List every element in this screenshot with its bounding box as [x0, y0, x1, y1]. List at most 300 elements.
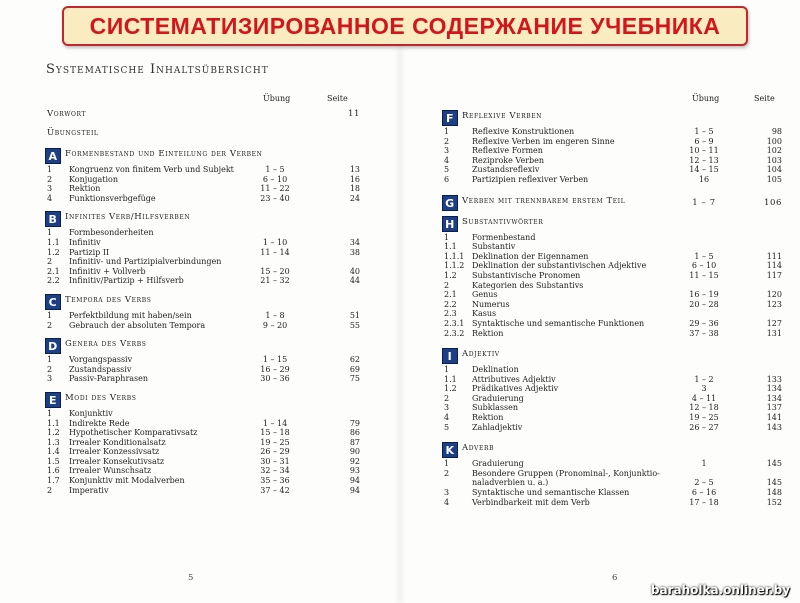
section-heading — [442, 216, 784, 231]
row-uebung: 15 – 20 — [260, 266, 290, 276]
row-number: 1.1 — [444, 374, 457, 384]
toc-row — [442, 478, 784, 488]
row-page: 87 — [349, 437, 360, 447]
row-label: Gebrauch der absoluten Tempora — [69, 320, 206, 330]
row-page: 134 — [766, 384, 782, 394]
row-label: Prädikatives Adjektiv — [472, 384, 559, 394]
row-label: Reflexive Formen — [472, 146, 543, 156]
row-label: Infinitiv- und Partizipialverbindungen — [69, 257, 222, 267]
row-number: 2 — [47, 364, 53, 374]
row-number: 1 — [47, 228, 53, 238]
row-page: 62 — [349, 355, 360, 365]
toc-row — [442, 261, 784, 271]
toc-row — [442, 300, 784, 310]
row-page: 38 — [349, 247, 360, 257]
toc-section — [45, 148, 363, 203]
row-label: Hypothetischer Komparativsatz — [69, 428, 198, 438]
toc-row — [442, 469, 784, 479]
section-letter-icon: H — [442, 216, 458, 232]
row-number: 1.1 — [47, 237, 60, 247]
row-page: 131 — [766, 328, 782, 338]
row-page: 123 — [766, 299, 782, 309]
section-title: Infinites Verb/Hilfsverben — [65, 212, 191, 223]
toc-row — [442, 309, 784, 319]
row-label: Irrealer Konditionalsatz — [69, 437, 166, 447]
toc-row — [45, 228, 363, 238]
row-uebung: 3 — [701, 384, 707, 394]
row-uebung: 4 – 11 — [691, 393, 717, 403]
row-label: Rektion — [472, 413, 504, 423]
row-label: Konjunktiv — [69, 408, 113, 418]
row-number: 2.3 — [444, 309, 457, 319]
title-banner — [62, 6, 748, 46]
row-page: 111 — [766, 251, 782, 261]
row-uebung: 20 – 28 — [689, 299, 719, 309]
row-label: Numerus — [472, 299, 510, 309]
row-number: 3 — [47, 374, 53, 384]
row-uebung: 11 – 15 — [689, 270, 719, 280]
toc-row — [45, 175, 363, 185]
row-label: Zustandspassiv — [69, 364, 132, 374]
section-letter-icon: C — [45, 294, 61, 310]
section-heading — [45, 129, 363, 140]
row-uebung: 14 – 15 — [689, 165, 719, 175]
row-page: 127 — [766, 318, 782, 328]
toc-row — [442, 233, 784, 243]
section-rows — [442, 365, 784, 432]
row-number: 1 — [47, 408, 53, 418]
row-label: Zustandsreflexiv — [472, 165, 540, 175]
row-uebung: 1 – 14 — [262, 418, 288, 428]
toc-row — [45, 438, 363, 448]
toc-row — [442, 403, 784, 413]
row-uebung: 35 – 36 — [260, 476, 290, 486]
row-label: Substantiv — [472, 242, 516, 252]
toc-row — [442, 156, 784, 166]
row-number: 1.4 — [47, 447, 60, 457]
toc-row — [442, 242, 784, 252]
toc-row — [442, 281, 784, 291]
row-page: 94 — [349, 476, 360, 486]
toc-row — [442, 146, 784, 156]
row-page: 100 — [766, 136, 782, 146]
toc-row — [442, 271, 784, 281]
row-page: 69 — [349, 364, 360, 374]
row-page: 117 — [766, 270, 782, 280]
section-title: Adjektiv — [462, 349, 500, 360]
row-number: 1.1 — [47, 418, 60, 428]
toc-row — [442, 137, 784, 147]
row-page: 40 — [349, 266, 360, 276]
row-uebung: 9 – 20 — [262, 320, 288, 330]
row-number: 6 — [444, 174, 450, 184]
row-uebung: 1 – 5 — [694, 127, 714, 136]
toc-row — [442, 459, 784, 469]
row-label: Syntaktische und semantische Klassen — [472, 488, 630, 498]
right-column — [442, 94, 784, 507]
toc-row — [45, 419, 363, 429]
row-label: Reflexive Verben im engeren Sinne — [472, 136, 615, 146]
row-page: 55 — [349, 320, 360, 330]
row-page: 114 — [766, 261, 782, 271]
row-uebung: 19 – 25 — [260, 437, 290, 447]
row-label: Infinitiv — [69, 237, 101, 247]
section-heading — [442, 110, 784, 125]
row-number: 1.1.2 — [444, 261, 465, 271]
column-header — [442, 94, 784, 106]
toc-row — [442, 252, 784, 262]
row-label: Besondere Gruppen (Pronominal-, Konjunktio- — [472, 468, 660, 478]
row-page: 34 — [349, 237, 360, 247]
toc-row — [442, 498, 784, 508]
col-seite-header: Seite — [327, 94, 348, 103]
row-label: Zahladjektiv — [472, 422, 523, 432]
row-page: 98 — [771, 127, 782, 136]
row-number: 2.3.2 — [444, 328, 465, 338]
section-rows — [45, 165, 363, 203]
row-label: Formbesonderheiten — [69, 228, 154, 238]
section-heading — [45, 211, 363, 227]
row-page: 104 — [766, 165, 782, 175]
toc-section — [442, 195, 784, 210]
toc-row — [45, 321, 363, 331]
row-page: 18 — [349, 184, 360, 194]
row-number: 3 — [444, 488, 450, 498]
row-page: 143 — [766, 422, 782, 432]
section-title: Modi des Verbs — [65, 392, 137, 403]
watermark: baraholka.onliner.by — [650, 583, 790, 597]
row-page: 134 — [766, 393, 782, 403]
section-heading — [442, 442, 784, 458]
row-label: Reflexive Konstruktionen — [472, 127, 575, 136]
col-uebung-header: Übung — [692, 94, 720, 103]
row-number: 5 — [444, 165, 450, 175]
page-number-right: 6 — [612, 573, 618, 583]
toc-row — [45, 476, 363, 486]
row-number: 2 — [444, 393, 450, 403]
row-page: 16 — [349, 174, 360, 184]
row-uebung: 6 – 10 — [691, 261, 717, 271]
row-label: Deklination der substantivischen Adjektive — [472, 261, 647, 271]
row-uebung: 6 – 10 — [262, 174, 288, 184]
section-letter-icon: G — [442, 195, 458, 211]
toc-row — [442, 290, 784, 300]
row-page: 137 — [766, 403, 782, 413]
section-letter-icon: I — [442, 348, 458, 364]
row-number: 1.2 — [47, 428, 60, 438]
row-page: 90 — [349, 447, 360, 457]
row-number: 4 — [444, 413, 450, 423]
row-number: 1.1.1 — [444, 251, 465, 261]
section-rows — [45, 409, 363, 495]
page-number-left: 5 — [188, 573, 194, 583]
row-uebung: 37 – 38 — [689, 328, 719, 338]
row-label: Konjunktiv mit Modalverben — [69, 476, 185, 486]
toc-section — [442, 348, 784, 432]
section-page: 106 — [763, 197, 782, 208]
row-uebung: 11 – 22 — [260, 184, 290, 194]
section-title: Verben mit trennbarem erstem Teil — [462, 195, 626, 206]
toc-row — [442, 127, 784, 137]
section-letter-icon: B — [45, 211, 61, 227]
row-label: Reziproke Verben — [472, 155, 545, 165]
document-title: Systematische Inhaltsübersicht — [46, 62, 269, 77]
row-uebung: 32 – 34 — [260, 466, 290, 476]
row-label: Infinitiv + Vollverb — [69, 266, 146, 276]
row-label: Funktionsverbgefüge — [69, 193, 156, 203]
row-label: Kasus — [472, 309, 497, 319]
column-header — [45, 94, 363, 106]
row-page: 51 — [349, 310, 360, 320]
row-number: 2.2 — [47, 276, 60, 286]
section-letter-icon: F — [442, 110, 458, 126]
row-label: Irrealer Wunschsatz — [69, 466, 152, 476]
toc-row — [442, 329, 784, 339]
row-uebung: 30 – 31 — [260, 456, 290, 466]
toc-row — [45, 276, 363, 286]
toc-row — [442, 175, 784, 185]
toc-section — [45, 392, 363, 495]
toc-row — [442, 394, 784, 404]
row-uebung: 15 – 18 — [260, 428, 290, 438]
row-page: 44 — [349, 276, 360, 286]
row-page: 102 — [766, 146, 782, 156]
row-page: 86 — [349, 428, 360, 438]
row-uebung: 26 – 27 — [689, 422, 719, 432]
section-letter-icon: K — [442, 442, 458, 458]
toc-row — [45, 248, 363, 258]
row-uebung: 37 – 42 — [260, 485, 290, 495]
section-rows — [45, 355, 363, 384]
row-uebung: 6 – 9 — [694, 136, 714, 146]
toc-row — [45, 447, 363, 457]
row-label: Genus — [472, 290, 498, 300]
row-label: Verbindbarkeit mit dem Verb — [472, 497, 590, 507]
row-label: Infinitiv/Partizip + Hilfsverb — [69, 276, 184, 286]
row-number: 3 — [444, 403, 450, 413]
row-label: Kongruenz von finitem Verb und Subjekt — [69, 165, 234, 174]
row-number: 1.1 — [444, 242, 457, 252]
row-uebung: 1 – 5 — [694, 251, 714, 261]
section-heading — [442, 195, 784, 210]
toc-row — [45, 238, 363, 248]
row-label: Indirekte Rede — [69, 418, 130, 428]
toc-row — [45, 409, 363, 419]
toc-section — [45, 110, 363, 121]
section-title: Formenbestand und Einteilung der Verben — [65, 149, 263, 159]
section-heading — [45, 148, 363, 163]
row-page: 141 — [766, 413, 782, 423]
section-title: Tempora des Verbs — [65, 294, 152, 305]
toc-row — [442, 375, 784, 385]
row-number: 2.3.1 — [444, 318, 465, 328]
row-uebung: 19 – 25 — [689, 413, 719, 423]
toc-row — [45, 457, 363, 467]
toc-row — [45, 311, 363, 321]
toc-section — [442, 216, 784, 339]
toc-row — [45, 267, 363, 277]
section-rows — [45, 228, 363, 286]
toc-row — [45, 486, 363, 496]
row-label: Formenbestand — [472, 232, 536, 242]
row-number: 1.2 — [47, 247, 60, 257]
row-number: 1.5 — [47, 456, 60, 466]
toc-section — [45, 294, 363, 330]
row-label: Konjugation — [69, 174, 118, 184]
row-number: 2 — [444, 280, 450, 290]
row-label: Kategorien des Substantivs — [472, 280, 584, 290]
row-label: Irrealer Konsekutivsatz — [69, 456, 165, 466]
row-page: 145 — [766, 459, 782, 469]
row-page: 105 — [766, 174, 782, 184]
row-uebung: 6 – 16 — [691, 488, 717, 498]
section-heading — [45, 294, 363, 309]
row-uebung: 1 – 2 — [694, 374, 714, 384]
row-uebung: 10 – 11 — [689, 146, 719, 156]
section-title: Vorwort — [47, 109, 87, 119]
row-page: 24 — [349, 193, 360, 203]
row-number: 2 — [47, 174, 53, 184]
row-number: 1.7 — [47, 476, 60, 486]
row-uebung: 26 – 29 — [260, 447, 290, 457]
row-page: 120 — [766, 290, 782, 300]
row-label: Attributives Adjektiv — [472, 374, 556, 384]
row-label: Perfektbildung mit haben/sein — [69, 310, 192, 320]
toc-row — [45, 374, 363, 384]
row-number: 1.2 — [444, 270, 457, 280]
section-title: Genera des Verbs — [65, 339, 147, 350]
section-rows — [442, 127, 784, 185]
row-number: 5 — [444, 422, 450, 432]
row-page: 94 — [349, 485, 360, 495]
section-page: 11 — [347, 109, 360, 119]
row-number: 3 — [47, 184, 53, 194]
row-label: Irrealer Konzessivsatz — [69, 447, 160, 457]
row-uebung: 1 – 15 — [262, 355, 288, 365]
row-number: 1 — [444, 127, 450, 136]
toc-section — [45, 129, 363, 140]
row-number: 1 — [444, 459, 450, 469]
row-uebung: 1 – 5 — [265, 165, 285, 174]
row-uebung: 11 – 14 — [260, 247, 290, 257]
row-uebung: 16 – 29 — [260, 364, 290, 374]
row-number: 2 — [47, 320, 53, 330]
toc-row — [442, 365, 784, 375]
row-label: Passiv-Paraphrasen — [69, 374, 149, 384]
section-title: Adverb — [462, 443, 495, 454]
section-heading — [45, 392, 363, 407]
section-title: Übungsteil — [47, 128, 99, 138]
row-uebung: 30 – 36 — [260, 374, 290, 384]
row-label: Graduierung — [472, 393, 524, 403]
row-label: Partizip II — [69, 247, 110, 257]
toc-section — [442, 110, 784, 185]
row-uebung: 1 – 10 — [262, 237, 288, 247]
section-heading — [45, 338, 363, 354]
row-page: 93 — [349, 466, 360, 476]
section-uebung: 1 – 7 — [692, 197, 716, 208]
row-label: Vorgangspassiv — [69, 355, 133, 365]
row-page: 152 — [766, 497, 782, 507]
toc-section — [45, 211, 363, 286]
section-title: Reflexive Verben — [462, 111, 543, 121]
row-uebung: 16 – 19 — [689, 290, 719, 300]
row-number: 3 — [444, 146, 450, 156]
section-rows — [442, 459, 784, 507]
row-number: 4 — [444, 155, 450, 165]
row-label: Subklassen — [472, 403, 519, 413]
row-uebung: 2 – 5 — [694, 478, 714, 488]
row-page: 13 — [349, 165, 360, 174]
row-uebung: 1 — [701, 459, 707, 469]
row-page: 92 — [349, 456, 360, 466]
section-rows — [45, 311, 363, 330]
toc-section — [45, 338, 363, 384]
toc-section — [442, 442, 784, 507]
row-label: Rektion — [69, 184, 101, 194]
row-number: 1 — [47, 355, 53, 365]
section-letter-icon: E — [45, 392, 61, 408]
row-page: 148 — [766, 488, 782, 498]
banner-text: СИСТЕМАТИЗИРОВАННОЕ СОДЕРЖАНИЕ УЧЕБНИКА — [89, 12, 721, 39]
toc-row — [442, 423, 784, 433]
section-heading — [442, 348, 784, 364]
toc-row — [45, 466, 363, 476]
row-number: 2 — [47, 257, 53, 267]
row-number: 1 — [444, 365, 450, 375]
toc-row — [442, 488, 784, 498]
row-number: 2.1 — [444, 290, 457, 300]
row-label: Imperativ — [69, 485, 109, 495]
row-label: Graduierung — [472, 459, 524, 469]
row-page: 79 — [349, 418, 360, 428]
row-number: 2 — [47, 485, 53, 495]
toc-row — [442, 165, 784, 175]
row-uebung: 12 – 13 — [689, 155, 719, 165]
row-number: 1 — [47, 310, 53, 320]
col-uebung-header: Übung — [263, 94, 291, 103]
left-column — [45, 94, 363, 495]
toc-row — [45, 355, 363, 365]
row-number: 1 — [47, 165, 53, 174]
section-letter-icon: A — [45, 148, 61, 164]
row-number: 1.6 — [47, 466, 60, 476]
row-label: Deklination — [472, 365, 519, 375]
toc-row — [45, 194, 363, 204]
section-letter-icon: D — [45, 338, 61, 354]
row-page: 103 — [766, 155, 782, 165]
row-number: 2.2 — [444, 299, 457, 309]
toc-row — [45, 165, 363, 175]
section-title: Substantivwörter — [462, 216, 544, 227]
row-number: 2 — [444, 468, 450, 478]
toc-row — [45, 428, 363, 438]
row-uebung: 12 – 18 — [689, 403, 719, 413]
row-uebung: 29 – 36 — [689, 318, 719, 328]
row-page: 133 — [766, 374, 782, 384]
row-number: 4 — [444, 497, 450, 507]
row-label: Substantivische Pronomen — [472, 270, 581, 280]
toc-row — [45, 365, 363, 375]
row-page: 145 — [766, 478, 782, 488]
row-number: 2 — [444, 136, 450, 146]
row-number: 2.1 — [47, 266, 60, 276]
row-uebung: 16 — [698, 174, 710, 184]
row-number: 1.2 — [444, 384, 457, 394]
toc-row — [442, 413, 784, 423]
row-number: 1 — [444, 232, 450, 242]
toc-row — [45, 257, 363, 267]
